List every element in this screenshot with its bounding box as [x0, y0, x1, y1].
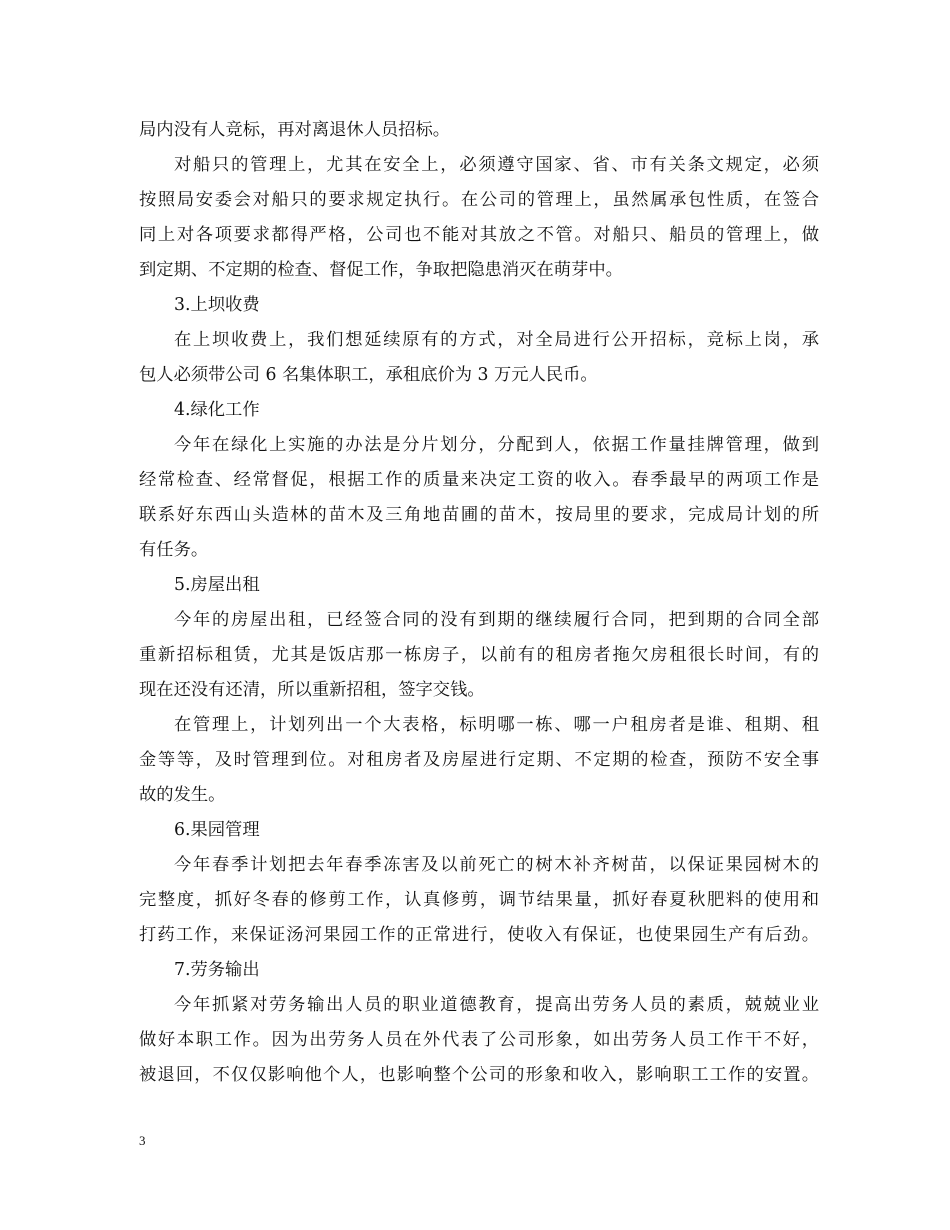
- text-line: 做好本职工作。因为出劳务人员在外代表了公司形象，如出劳务人员工作干不好，: [139, 1030, 819, 1050]
- text-line: 7.劳务输出: [174, 960, 260, 980]
- document-body: [139, 113, 819, 1093]
- text-line: 打药工作，来保证汤河果园工作的正常进行，使收入有保证，也使果园生产有后劲。: [139, 925, 819, 945]
- text-line: 按照局安委会对船只的要求规定执行。在公司的管理上，虽然属承包性质，在签合: [139, 190, 819, 210]
- text-line: 在管理上，计划列出一个大表格，标明哪一栋、哪一户租房者是谁、租期、租: [174, 715, 819, 735]
- text-line: 重新招标租赁，尤其是饭店那一栋房子，以前有的租房者拖欠房租很长时间，有的: [139, 645, 819, 665]
- text-line: 金等等，及时管理到位。对租房者及房屋进行定期、不定期的检查，预防不安全事: [139, 750, 819, 770]
- text-line: 完整度，抓好冬春的修剪工作，认真修剪，调节结果量，抓好春夏秋肥料的使用和: [139, 890, 819, 910]
- text-line: 在上坝收费上，我们想延续原有的方式，对全局进行公开招标，竞标上岗，承: [174, 330, 819, 350]
- text-line: 经常检查、经常督促，根据工作的质量来决定工资的收入。春季最早的两项工作是: [139, 470, 819, 490]
- text-line: 今年在绿化上实施的办法是分片划分，分配到人，依据工作量挂牌管理，做到: [174, 435, 819, 455]
- text-line: 今年春季计划把去年春季冻害及以前死亡的树木补齐树苗，以保证果园树木的: [174, 855, 819, 875]
- text-line: 5.房屋出租: [174, 575, 260, 595]
- text-line: 3.上坝收费: [174, 295, 260, 315]
- text-line: 今年的房屋出租，已经签合同的没有到期的继续履行合同，把到期的合同全部: [174, 610, 819, 630]
- page-number: 3: [139, 1133, 146, 1148]
- text-line: 现在还没有还清，所以重新招租，签字交钱。: [139, 680, 485, 700]
- text-line: 故的发生。: [139, 785, 226, 805]
- text-line: 同上对各项要求都得严格，公司也不能对其放之不管。对船只、船员的管理上，做: [139, 225, 819, 245]
- text-line: 4.绿化工作: [174, 400, 260, 420]
- text-line: 今年抓紧对劳务输出人员的职业道德教育，提高出劳务人员的素质，兢兢业业: [174, 995, 819, 1015]
- text-line: 包人必须带公司 6 名集体职工，承租底价为 3 万元人民币。: [139, 365, 598, 385]
- text-line: 对船只的管理上，尤其在安全上，必须遵守国家、省、市有关条文规定，必须: [174, 155, 819, 175]
- text-line: 被退回，不仅仅影响他个人，也影响整个公司的形象和收入，影响职工工作的安置。: [139, 1065, 819, 1085]
- text-line: 6.果园管理: [174, 820, 260, 840]
- text-line: 有任务。: [139, 540, 209, 560]
- text-line: 到定期、不定期的检查、督促工作，争取把隐患消灭在萌芽中。: [139, 260, 623, 280]
- text-line: 局内没有人竞标，再对离退休人员招标。: [139, 120, 451, 140]
- text-line: 联系好东西山头造林的苗木及三角地苗圃的苗木，按局里的要求，完成局计划的所: [139, 505, 819, 525]
